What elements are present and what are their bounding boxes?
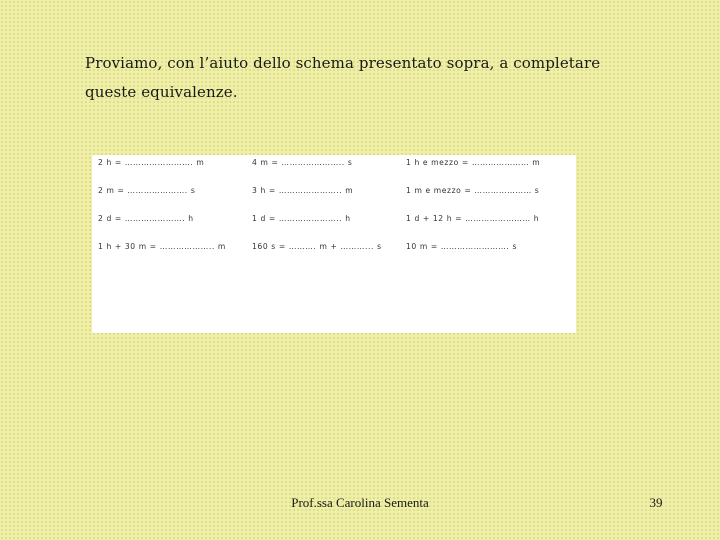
exercise-item: 2 m = …………………. s [98, 186, 196, 195]
exercise-item: 1 m e mezzo = ………………… s [406, 186, 540, 195]
exercise-item: 1 d = ………………….. h [252, 214, 351, 223]
page-number: 39 [649, 495, 663, 510]
exercise-item: 3 h = ………………….. m [252, 186, 354, 195]
intro-text: Proviamo, con l’aiuto dello schema presentato sopra, a completare queste equivalenze. [85, 54, 601, 101]
footer-author: Prof.ssa Carolina Sementa [291, 495, 429, 510]
exercise-item: 1 h + 30 m = ……………….. m [98, 242, 226, 251]
exercise-table [92, 155, 576, 333]
exercise-item: 4 m = ………………….. s [252, 158, 353, 167]
exercise-item: 1 h e mezzo = ………………… m [406, 158, 541, 167]
exercise-item: 160 s = ………. m + ………... s [252, 242, 382, 251]
exercise-item: 2 h = ……………………. m [98, 158, 205, 167]
exercise-item: 2 d = …………………. h [98, 214, 194, 223]
exercise-item: 1 d + 12 h = …………………… h [406, 214, 540, 223]
exercise-item: 10 m = ……………………. s [406, 242, 517, 251]
